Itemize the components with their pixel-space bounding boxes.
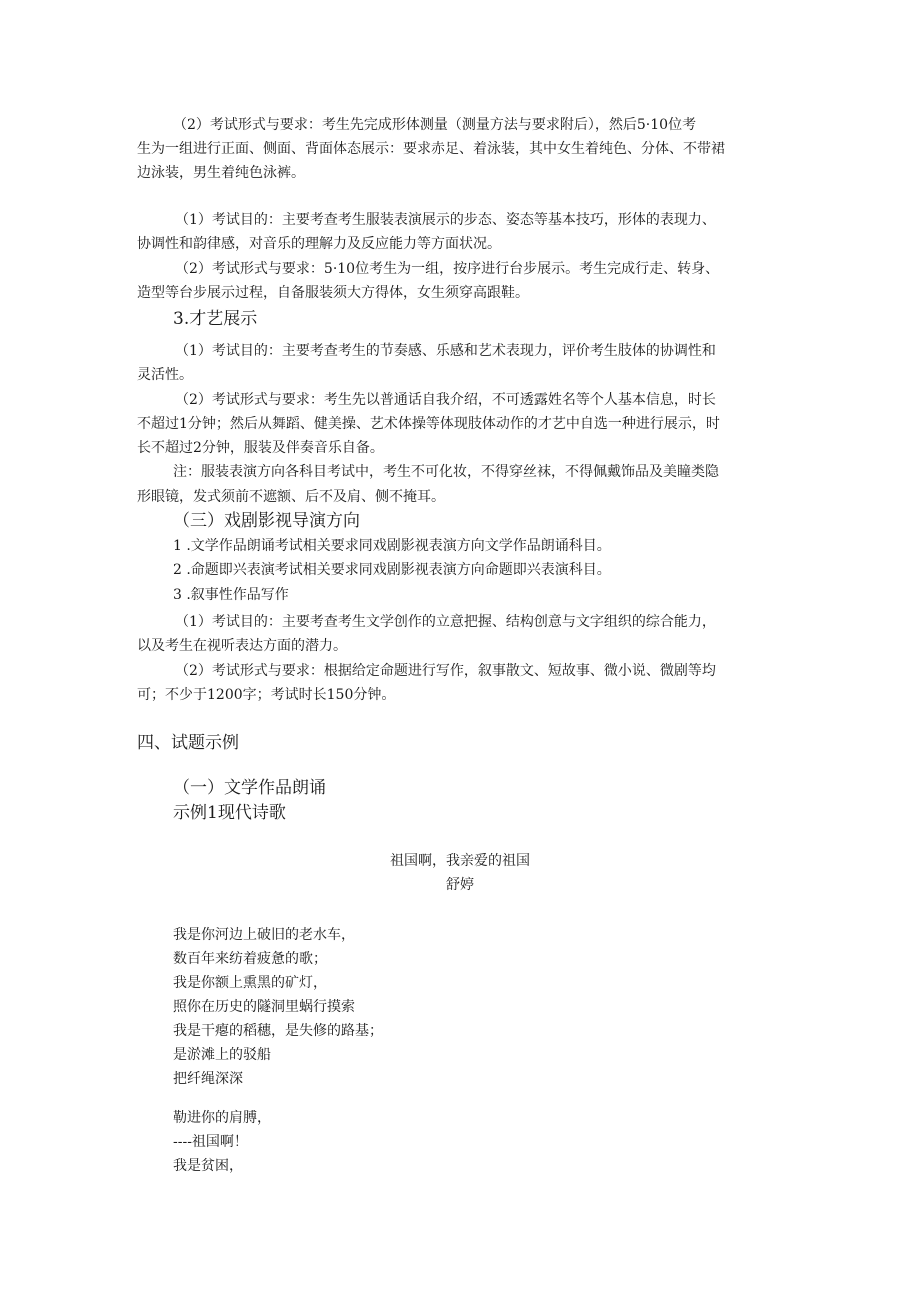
poem-line: 我是干瘪的稻穗，是失修的路基； [173, 1023, 383, 1039]
paragraph-line: （1）考试目的：主要考查考生的节奏感、乐感和艺术表现力，评价考生肢体的协调性和 [175, 343, 716, 359]
poem-line: 我是你河边上破旧的老水车， [173, 927, 355, 943]
paragraph-line: 边泳装，男生着纯色泳裤。 [137, 165, 305, 181]
poem-title: 祖国啊，我亲爱的祖国 [390, 853, 530, 869]
paragraph-line: 造型等台步展示过程，自备服装须大方得体，女生须穿高跟鞋。 [137, 285, 529, 301]
paragraph-line: （1）考试目的：主要考查考生文学创作的立意把握、结构创意与文字组织的综合能力， [175, 614, 716, 630]
list-item: 2 .命题即兴表演考试相关要求同戏剧影视表演方向命题即兴表演科目。 [173, 562, 611, 578]
poem-line: 照你在历史的隧洞里蜗行摸索 [173, 999, 355, 1015]
poem-line: ----祖国啊！ [173, 1134, 248, 1150]
section-heading: （三）戏剧影视导演方向 [173, 511, 360, 531]
paragraph-line: 灵活性。 [137, 367, 193, 383]
poem-line: 是淤滩上的驳船 [173, 1047, 271, 1063]
list-item: 3 .叙事性作品写作 [173, 587, 289, 603]
poem-line: 数百年来纺着疲惫的歌； [173, 951, 327, 967]
example-heading: 示例1现代诗歌 [173, 803, 286, 823]
poem-line: 我是你额上熏黑的矿灯， [173, 975, 327, 991]
paragraph-line: 生为一组进行正面、侧面、背面体态展示：要求赤足、着泳装，其中女生着纯色、分体、不带裙 [137, 141, 725, 157]
paragraph-line: （2）考试形式与要求：根据给定命题进行写作，叙事散文、短故事、微小说、微剧等均 [175, 663, 716, 679]
poem-author: 舒婷 [446, 877, 474, 893]
paragraph-line: 不超过1分钟；然后从舞蹈、健美操、艺术体操等体现肢体动作的才艺中自选一种进行展示，时 [137, 416, 720, 432]
poem-line: 把纤绳深深 [173, 1071, 243, 1087]
paragraph-line: （1）考试目的：主要考查考生服装表演展示的步态、姿态等基本技巧，形体的表现力、 [175, 212, 716, 228]
paragraph-line: （2）考试形式与要求：考生先完成形体测量（测量方法与要求附后），然后5·10位考 [173, 117, 697, 133]
paragraph-line: 可；不少于1200字；考试时长150分钟。 [137, 687, 396, 703]
paragraph-line: 协调性和韵律感，对音乐的理解力及反应能力等方面状况。 [137, 236, 501, 252]
paragraph-line: 长不超过2分钟，服装及伴奏音乐自备。 [137, 440, 384, 456]
paragraph-line: （2）考试形式与要求：考生先以普通话自我介绍，不可透露姓名等个人基本信息，时长 [175, 392, 716, 408]
note-line: 形眼镜，发式须前不遮额、后不及肩、侧不掩耳。 [137, 489, 445, 505]
section-heading: 3.才艺展示 [173, 309, 258, 329]
paragraph-line: （2）考试形式与要求：5·10位考生为一组，按序进行台步展示。考生完成行走、转身、 [175, 261, 720, 277]
note-line: 注：服装表演方向各科目考试中，考生不可化妆，不得穿丝袜，不得佩戴饰品及美瞳类隐 [173, 464, 719, 480]
list-item: 1 .文学作品朗诵考试相关要求同戏剧影视表演方向文学作品朗诵科目。 [173, 538, 611, 554]
section-heading: （一）文学作品朗诵 [173, 778, 326, 798]
chapter-heading: 四、试题示例 [137, 733, 239, 753]
poem-line: 勒进你的肩膊， [173, 1110, 271, 1126]
poem-line: 我是贫困， [173, 1158, 243, 1174]
paragraph-line: 以及考生在视听表达方面的潜力。 [137, 638, 347, 654]
